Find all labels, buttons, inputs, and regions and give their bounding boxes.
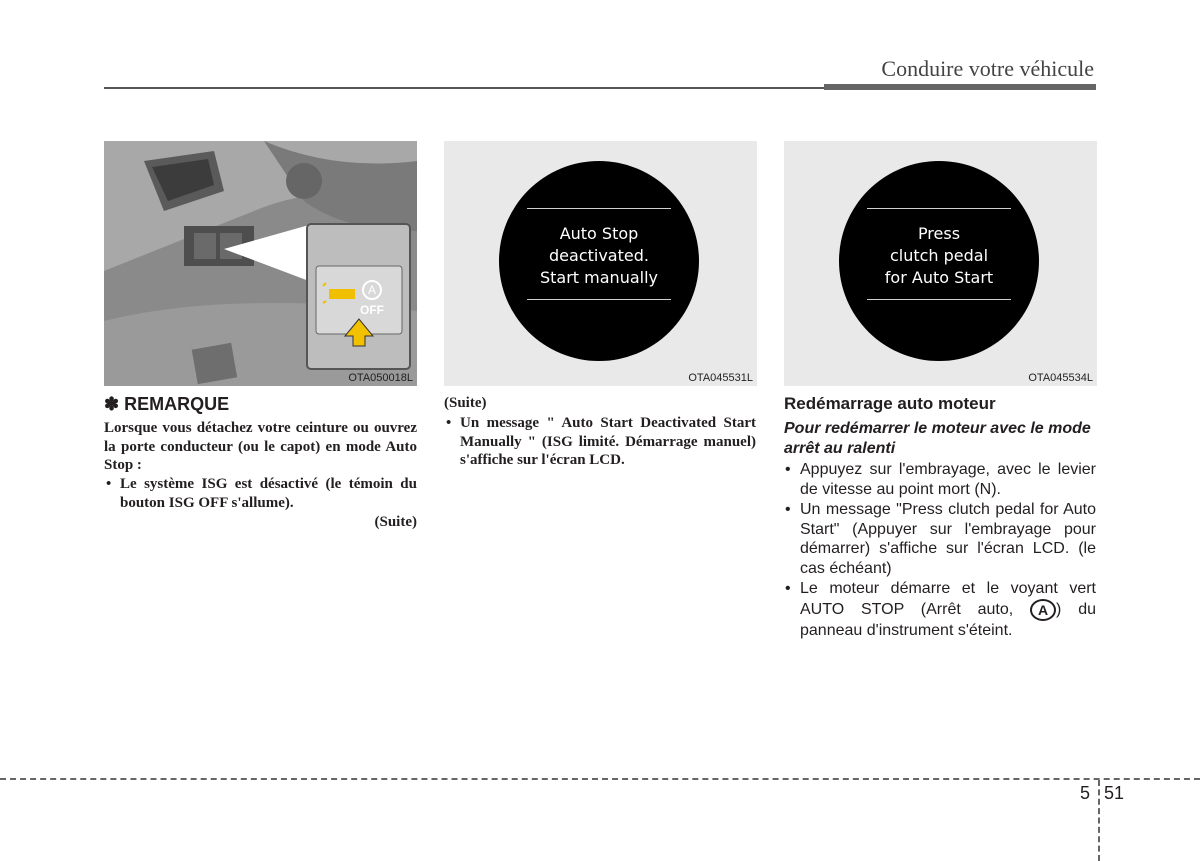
list-item: • Le système ISG est désactivé (le témoin du bouton ISG OFF s'allume).: [106, 476, 417, 511]
continued-label: (Suite): [374, 514, 417, 530]
list-item: • Un message " Auto Start Deactivated Start Manually " (ISG limité. Démarrage manuel) s'affiche sur l'écran LCD.: [446, 415, 756, 468]
lcd-message: Press clutch pedal for Auto Start: [884, 224, 994, 287]
figure-lcd-auto-stop-deactivated: [444, 141, 757, 386]
list-item: • Un message "Press clutch pedal for Auto Start" (Appuyer sur l'embrayage pour démarrer) s'affiche sur l'écran LCD. (le cas échéant): [785, 501, 1096, 577]
list-item-text: Appuyez sur l'embrayage, avec le levier de vitesse au point mort (N).: [800, 461, 1096, 498]
lcd-display: [499, 161, 699, 361]
section-heading: Redémarrage auto moteur: [784, 394, 996, 413]
figure-code: OTA045534L: [1028, 372, 1093, 384]
isg-off-label: OFF: [360, 303, 384, 317]
dashboard-illustration: [104, 141, 417, 386]
section-subheading: Pour redémarrer le moteur avec le mode arrêt au ralenti: [784, 420, 1091, 457]
page-number: 51: [1104, 783, 1125, 803]
remarque-heading: [104, 394, 229, 415]
remarque-title: REMARQUE: [124, 394, 230, 414]
footer-dashed-rule: [0, 778, 1200, 780]
list-item-text-cont: ) du panneau d'instrument s'éteint.: [800, 600, 1096, 639]
footer-dashed-divider: [1098, 780, 1100, 861]
continued-from-label: (Suite): [444, 395, 487, 411]
header-rule-accent: [824, 84, 1096, 90]
lcd-divider: [527, 208, 671, 209]
running-header-title: Conduire votre véhicule: [881, 56, 1094, 81]
lcd-divider: [867, 208, 1011, 209]
figure-code: OTA045531L: [688, 372, 753, 384]
chapter-number: 5: [1080, 783, 1091, 803]
auto-stop-icon: A: [1030, 599, 1056, 621]
list-item: • Le moteur démarre et le voyant vert AUTO STOP (Arrêt auto, A ) du panneau d'instrument s'éteint.: [785, 580, 1096, 639]
list-item-text: Un message " Auto Start Deactivated Start Manually " (ISG limité. Démarrage manuel) s'affiche sur l'écran LCD.: [460, 415, 756, 468]
lcd-divider: [867, 299, 1011, 300]
lcd-message: Auto Stop deactivated. Start manually: [539, 224, 658, 287]
remarque-symbol: ✽: [104, 394, 120, 414]
lcd-divider: [527, 299, 671, 300]
figure-lcd-press-clutch: [784, 141, 1097, 386]
list-item-text: Le système ISG est désactivé (le témoin du bouton ISG OFF s'allume).: [120, 476, 417, 511]
list-item: • Appuyez sur l'embrayage, avec le levier de vitesse au point mort (N).: [785, 461, 1096, 498]
remarque-intro: Lorsque vous détachez votre ceinture ou ouvrez la porte conducteur (ou le capot) en mode Auto Stop :: [104, 420, 417, 473]
figure-code: OTA050018L: [348, 372, 413, 384]
lcd-display: [839, 161, 1039, 361]
isg-symbol: A: [367, 283, 377, 297]
list-item-text: Le moteur démarre et le voyant vert AUTO STOP (Arrêt auto,: [800, 580, 1096, 618]
figure-dashboard-isg-button: [104, 141, 417, 386]
list-item-text: Un message "Press clutch pedal for Auto Start" (Appuyer sur l'embrayage pour démarrer) s'affiche sur l'écran LCD. (le cas échéant): [800, 501, 1096, 577]
